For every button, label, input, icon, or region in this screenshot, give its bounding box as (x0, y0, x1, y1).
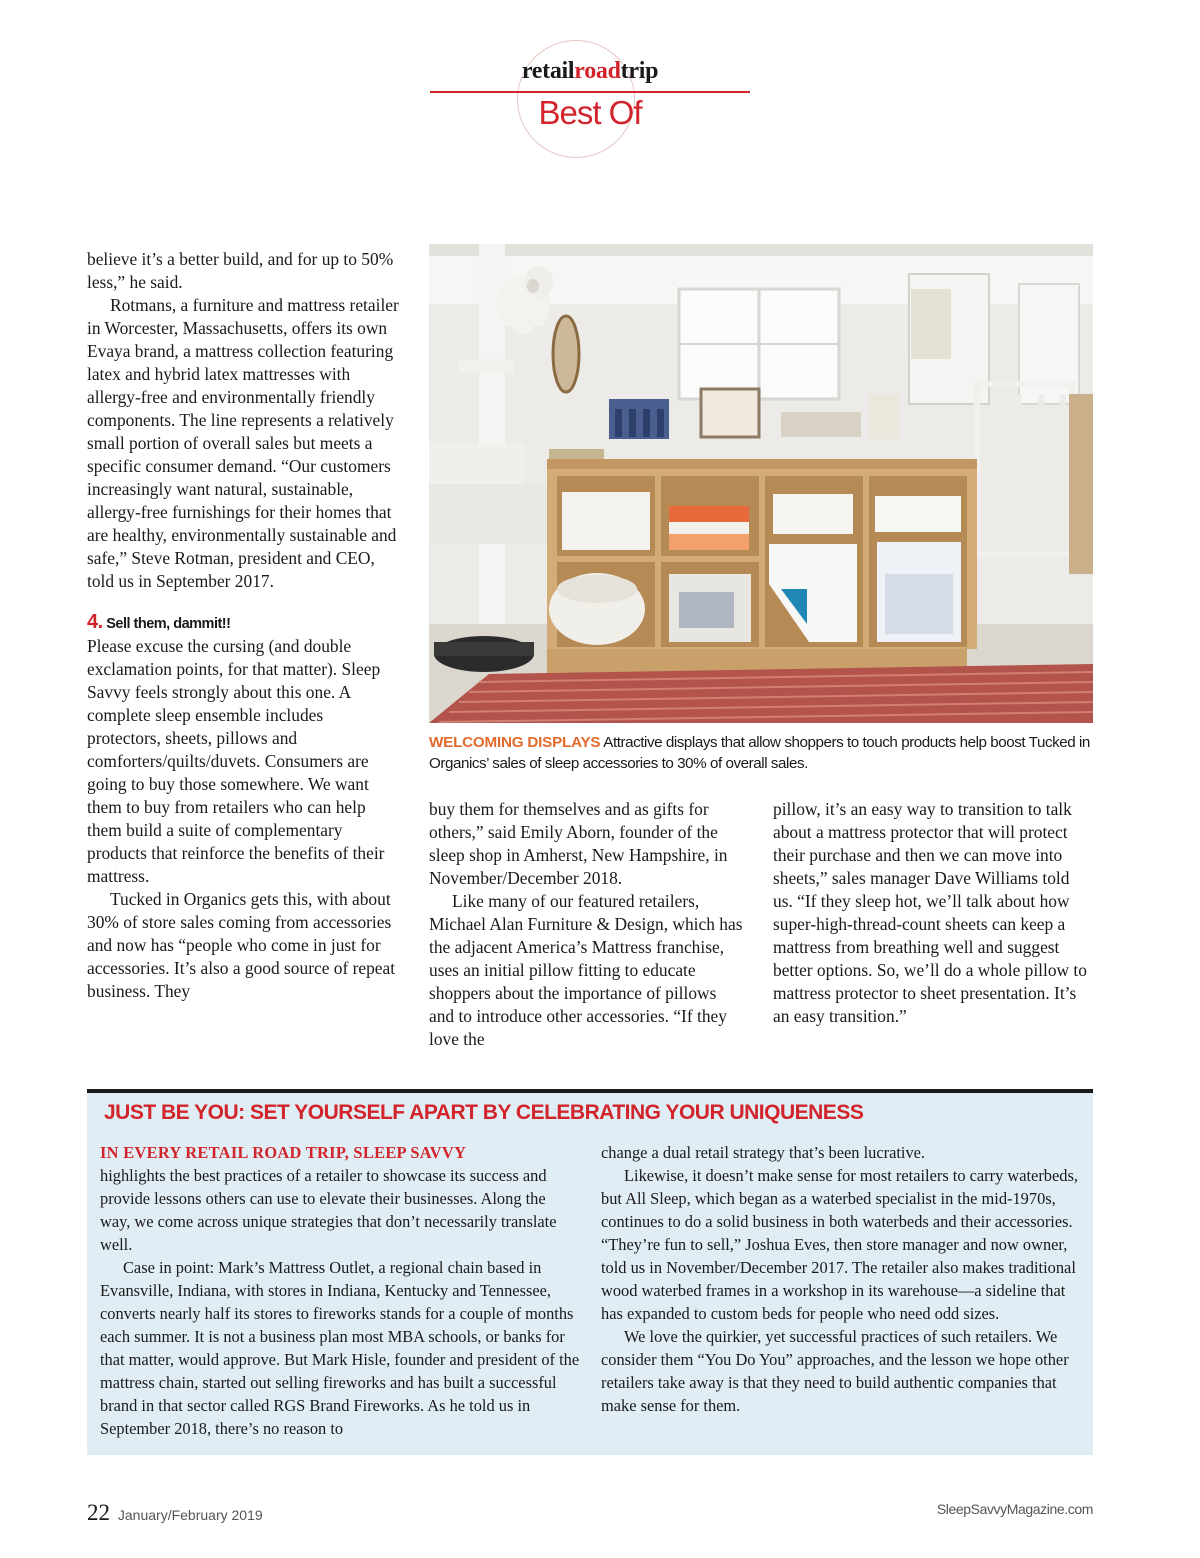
section-label-suffix: trip (620, 58, 659, 84)
col1-paragraph-2: Rotmans, a furniture and mattress retailer in Worcester, Massachusetts, offers its own Evaya brand, a mattress collection featuring latex and hybrid latex mattresses with allergy-free and environmentally friendly components. The line represents a relatively small portion of overall sales but meets a specific consumer demand. “Our customers increasingly want natural, sustainable, allergy-free furnishings for their homes that are healthy, environmentally sustainable and safe,” Steve Rotman, president and CEO, told us in September 2017. (87, 295, 399, 591)
sidebar-column-2 (601, 1141, 1081, 1417)
article-column-3 (773, 798, 1093, 1028)
article-column-1 (87, 248, 400, 1003)
sidebar-paragraph-1 (100, 1141, 580, 1256)
sidebar-paragraph-4: Likewise, it doesn’t make sense for most retailers to carry waterbeds, but All Sleep, which began as a waterbed specialist in the mid-1970s, continues to do a solid business in both waterbeds and their accessories. “They’re fun to sell,” Joshua Eves, then store manager and now owner, told us in November/December 2017. The retailer also makes traditional wood waterbed frames in a workshop in its warehouse—a sideline that has expanded to custom beds for people who need odd sizes. (601, 1166, 1078, 1323)
section-label-prefix: retail (521, 58, 575, 84)
page-title: Best Of (538, 94, 642, 131)
subhead-number: 4. (87, 611, 103, 633)
section-label (430, 58, 750, 85)
issue-date: January/February 2019 (117, 1507, 263, 1523)
store-display-photo (429, 244, 1093, 723)
col1-paragraph-1: believe it’s a better build, and for up to 50% less,” he said. (87, 249, 394, 292)
photo-caption (429, 732, 1093, 774)
col2-paragraph-1: buy them for themselves and as gifts for others,” said Emily Aborn, founder of the sleep shop in Amherst, New Hampshire, in November/December 2018. (429, 799, 728, 888)
sidebar-paragraph-5: We love the quirkier, yet successful practices of such retailers. We consider them “You Do You” approaches, and the lesson we hope other retailers take away is that they need to build authentic companies that make sense for them. (601, 1327, 1069, 1415)
col2-paragraph-2: Like many of our featured retailers, Michael Alan Furniture & Design, which has the adjacent America’s Mattress franchise, uses an initial pillow fitting to educate shoppers about the importance of pillows and to introduce other accessories. “If they love the (429, 891, 743, 1049)
sidebar-paragraph-3: change a dual retail strategy that’s been lucrative. (601, 1143, 926, 1162)
header-divider (430, 91, 750, 93)
subhead-text: Sell them, dammit!! (106, 616, 231, 632)
sidebar-column-1 (100, 1141, 580, 1440)
footer-page-info (87, 1500, 263, 1526)
col1-paragraph-3: Please excuse the cursing (and double exclamation points, for that matter). Sleep Savvy feels strongly about this one. A complete sleep ensemble includes protectors, sheets, pillows and comforters/quilts/duvets. Consumers are going to buy those somewhere. We want them to buy from retailers who can help them build a suite of complementary products that reinforce the benefits of their mattress. (87, 636, 385, 886)
footer-website: SleepSavvyMagazine.com (936, 1501, 1093, 1517)
subhead (87, 611, 400, 635)
article-column-2 (429, 798, 745, 1051)
page-number: 22 (87, 1500, 110, 1525)
col3-paragraph-1: pillow, it’s an easy way to transition to talk about a mattress protector that will protect their purchase and then we can move into sheets,” sales manager Dave Williams told us. “If they sleep hot, we’ll talk about how super-high-thread-count sheets can keep a mattress from breathing well and suggest better options. So, we’ll do a whole pillow to mattress protector to sheet presentation. It’s an easy transition.” (773, 799, 1087, 1026)
sidebar-title: JUST BE YOU: SET YOURSELF APART BY CELEBRATING YOUR UNIQUENESS (104, 1101, 864, 1124)
caption-text: Attractive displays that allow shoppers to touch products help boost Tucked in Organics’ sales of sleep accessories to 30% of overall sales. (429, 734, 1090, 772)
col1-paragraph-4: Tucked in Organics gets this, with about 30% of store sales coming from accessories and now has “people who come in just for accessories. It’s also a good source of repeat business. They (87, 889, 396, 1001)
sidebar-paragraph-2: Case in point: Mark’s Mattress Outlet, a regional chain based in Evansville, Indiana, with stores in Indiana, Kentucky and Tennessee, converts nearly half its stores to fireworks stands for a couple of months each summer. It is not a business plan most MBA schools, or banks for that matter, would approve. But Mark Hisle, founder and president of the mattress chain, started out selling fireworks and has built a successful brand in that sector called RGS Brand Fireworks. As he told us in September 2018, there’s no reason to (100, 1258, 580, 1438)
sidebar-paragraph-1-text: highlights the best practices of a retailer to showcase its success and provide lessons others can use to elevate their businesses. Along the way, we come across unique strategies that don’t necessarily translate well. (100, 1166, 557, 1254)
section-label-accent: road (574, 58, 621, 84)
sidebar-lead-in: IN EVERY RETAIL ROAD TRIP, SLEEP SAVVY (100, 1143, 467, 1162)
caption-label: WELCOMING DISPLAYS (429, 734, 601, 751)
